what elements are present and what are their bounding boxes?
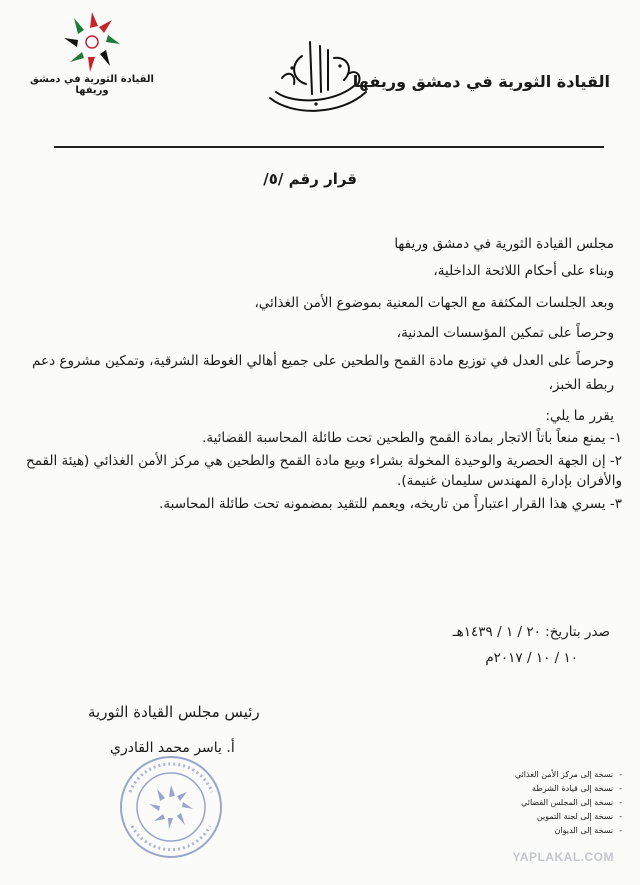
bullet-icon: - — [619, 770, 622, 779]
preamble-line: وبعد الجلسات المكثفة مع الجهات المعنية بموضوع الأمن الغذائي، — [254, 295, 614, 311]
copy-item: - نسخة إلى مركز الأمن الغذائي — [422, 768, 622, 782]
copy-item: - نسخة إلى قيادة الشرطة — [422, 782, 622, 796]
preamble-line: وبناء على أحكام اللائحة الداخلية، — [433, 263, 614, 279]
copy-item: - نسخة إلى لجنة التموين — [422, 810, 622, 824]
logo-caption: القيادة الثورية في دمشق وريفها — [30, 74, 154, 96]
bullet-icon: - — [619, 826, 622, 835]
bullet-icon: - — [619, 798, 622, 807]
copy-item: - نسخة إلى المجلس القضائي — [422, 796, 622, 810]
preamble-line: وحرصاً على العدل في توزيع مادة القمح والطحين على جميع أهالي الغوطة الشرقية، وتمكين مشروع دعم ربطة الخبز، — [32, 353, 614, 393]
bullet-icon: - — [619, 784, 622, 793]
site-watermark: YAPLAKAL.COM — [512, 850, 614, 864]
header-divider — [54, 146, 604, 148]
issue-date-gregorian: ١٠ / ١٠ / ٢٠١٧م — [485, 650, 578, 666]
decides-heading: يقرر ما يلي: — [545, 408, 614, 424]
copies-list — [422, 768, 622, 838]
copy-item: - نسخة إلى الديوان — [422, 824, 622, 838]
article-item: ٣- يسري هذا القرار اعتباراً من تاريخه، ويعمم للتقيد بمضمونه تحت طائلة المحاسبة. — [159, 496, 622, 512]
official-stamp-icon — [116, 752, 226, 862]
issue-date-hijri: صدر بتاريخ: ٢٠ / ١ / ١٤٣٩هـ — [452, 624, 610, 640]
signatory-name: أ. ياسر محمد القادري — [110, 740, 235, 756]
org-name-heading: القيادة الثورية في دمشق وريفها — [352, 72, 610, 91]
articles-list — [24, 428, 622, 517]
bullet-icon: - — [619, 812, 622, 821]
article-item: ٢- إن الجهة الحصرية والوحيدة المخولة بشراء وبيع مادة القمح والطحين هي مركز الأمن الغذائي (هيئة القمح والأفران بإدارة المهندس سليمان غنيمة). — [25, 453, 622, 489]
preamble-line: وحرصاً على تمكين المؤسسات المدنية، — [396, 325, 614, 341]
signatory-title: رئيس مجلس القيادة الثورية — [88, 703, 260, 721]
article-item: ١- يمنع منعاً باتاً الاتجار بمادة القمح والطحين تحت طائلة المحاسبة القضائية. — [202, 430, 622, 446]
revolutionary-command-logo-icon — [52, 8, 132, 74]
decision-title: قرار رقم /٥/ — [263, 170, 357, 188]
preamble-line: مجلس القيادة الثورية في دمشق وريفها — [394, 236, 614, 252]
